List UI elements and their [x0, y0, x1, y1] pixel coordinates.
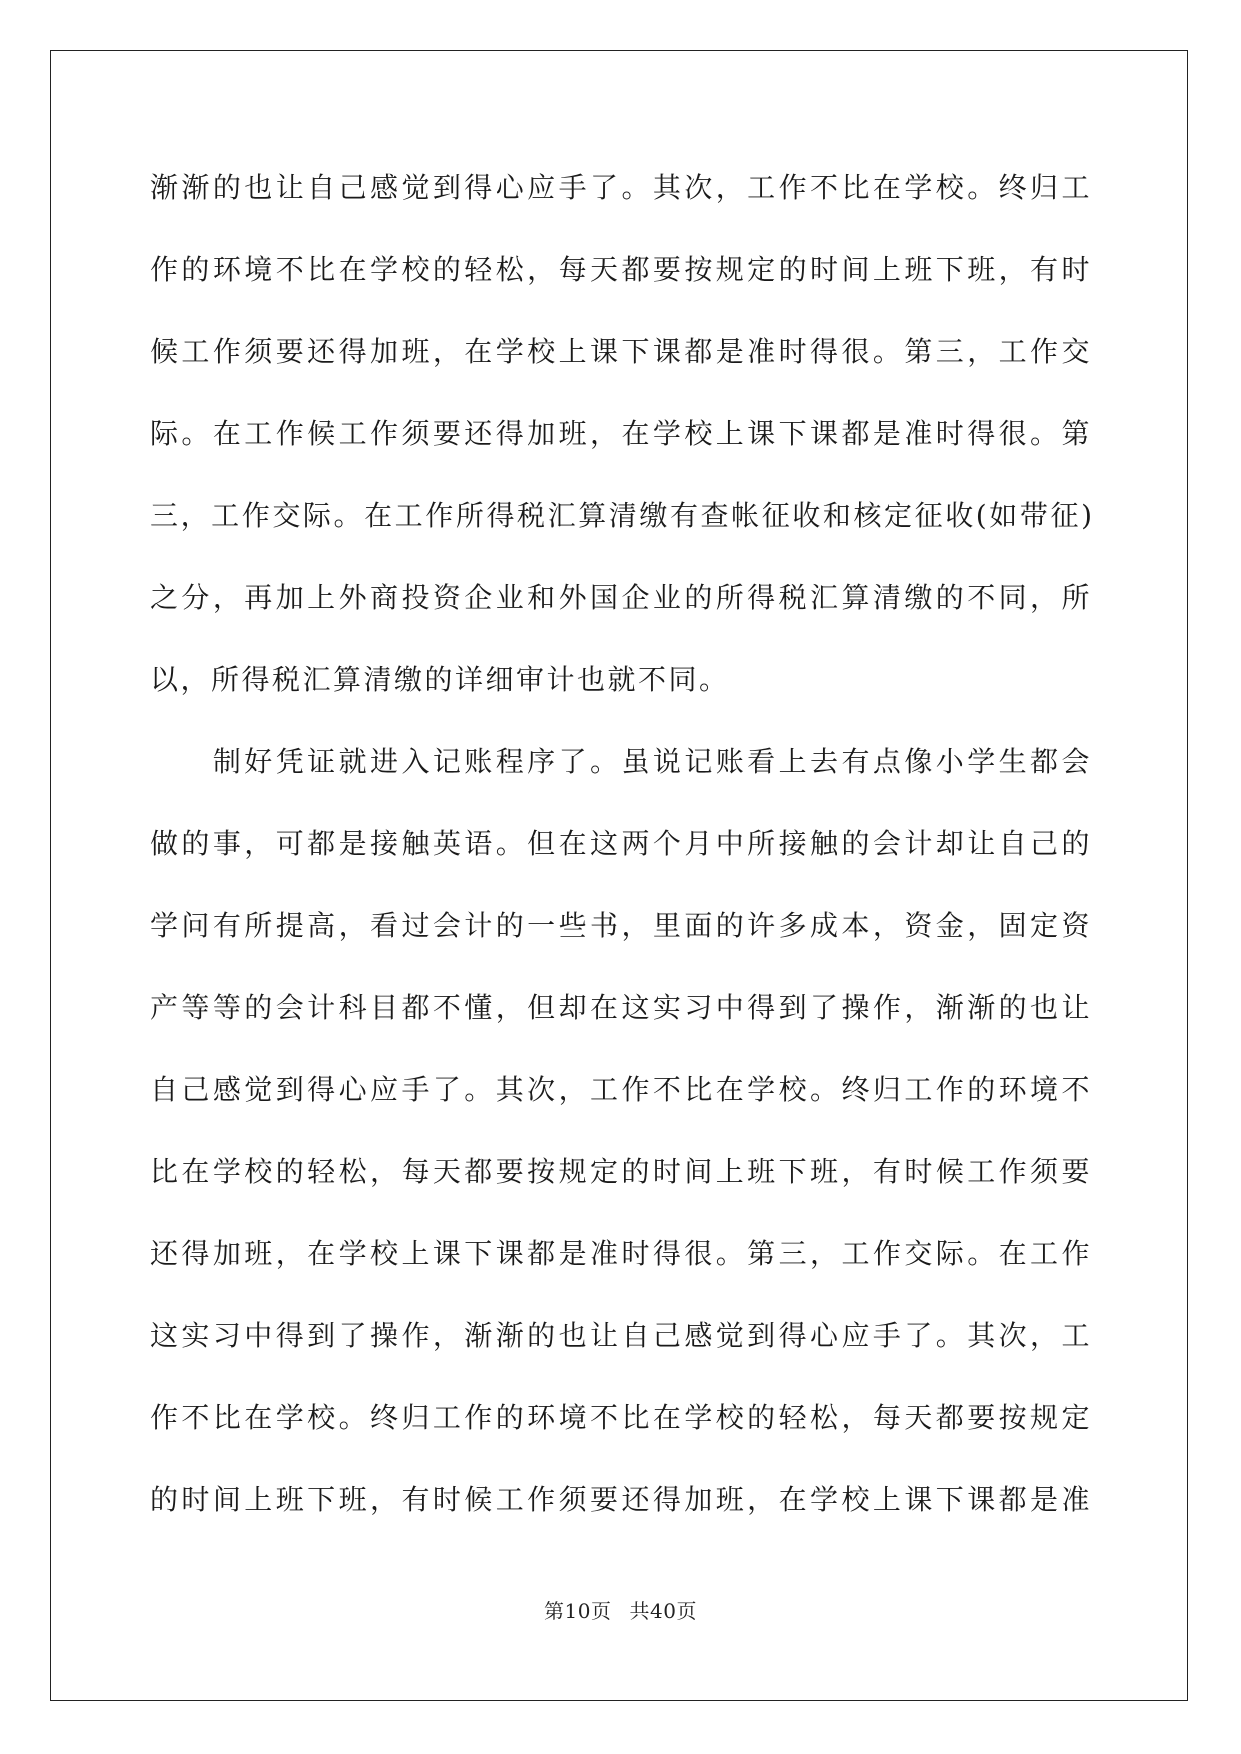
text-line: 制好凭证就进入记账程序了。虽说记账看上去有点像小学生都会	[150, 745, 1092, 778]
text-line: 候工作须要还得加班，在学校上课下课都是准时得很。第三，工作交	[150, 335, 1092, 368]
text-line: 之分，再加上外商投资企业和外国企业的所得税汇算清缴的不同，所	[150, 581, 1092, 614]
text-line: 做的事，可都是接触英语。但在这两个月中所接触的会计却让自己的	[150, 827, 1092, 860]
page-footer	[0, 1595, 1241, 1624]
page-number-current: 第10页	[544, 1599, 612, 1623]
text-line: 三，工作交际。在工作所得税汇算清缴有查帐征收和核定征收(如带征)	[150, 499, 1092, 532]
text-line: 渐渐的也让自己感觉到得心应手了。其次，工作不比在学校。终归工	[150, 171, 1092, 204]
page-number-total: 共40页	[629, 1599, 697, 1623]
text-line: 产等等的会计科目都不懂，但却在这实习中得到了操作，渐渐的也让	[150, 991, 1092, 1024]
text-line: 以，所得税汇算清缴的详细审计也就不同。	[150, 663, 730, 696]
text-line: 际。在工作候工作须要还得加班，在学校上课下课都是准时得很。第	[150, 417, 1092, 450]
text-line: 还得加班，在学校上课下课都是准时得很。第三，工作交际。在工作	[150, 1237, 1092, 1270]
text-line: 自己感觉到得心应手了。其次，工作不比在学校。终归工作的环境不	[150, 1073, 1092, 1106]
text-line: 这实习中得到了操作，渐渐的也让自己感觉到得心应手了。其次，工	[150, 1319, 1092, 1352]
text-line: 比在学校的轻松，每天都要按规定的时间上班下班，有时候工作须要	[150, 1155, 1092, 1188]
text-line: 学问有所提高，看过会计的一些书，里面的许多成本，资金，固定资	[150, 909, 1092, 942]
text-line: 作不比在学校。终归工作的环境不比在学校的轻松，每天都要按规定	[150, 1401, 1092, 1434]
document-body	[150, 168, 1092, 1562]
text-line: 的时间上班下班，有时候工作须要还得加班，在学校上课下课都是准	[150, 1483, 1092, 1516]
text-line: 作的环境不比在学校的轻松，每天都要按规定的时间上班下班，有时	[150, 253, 1092, 286]
